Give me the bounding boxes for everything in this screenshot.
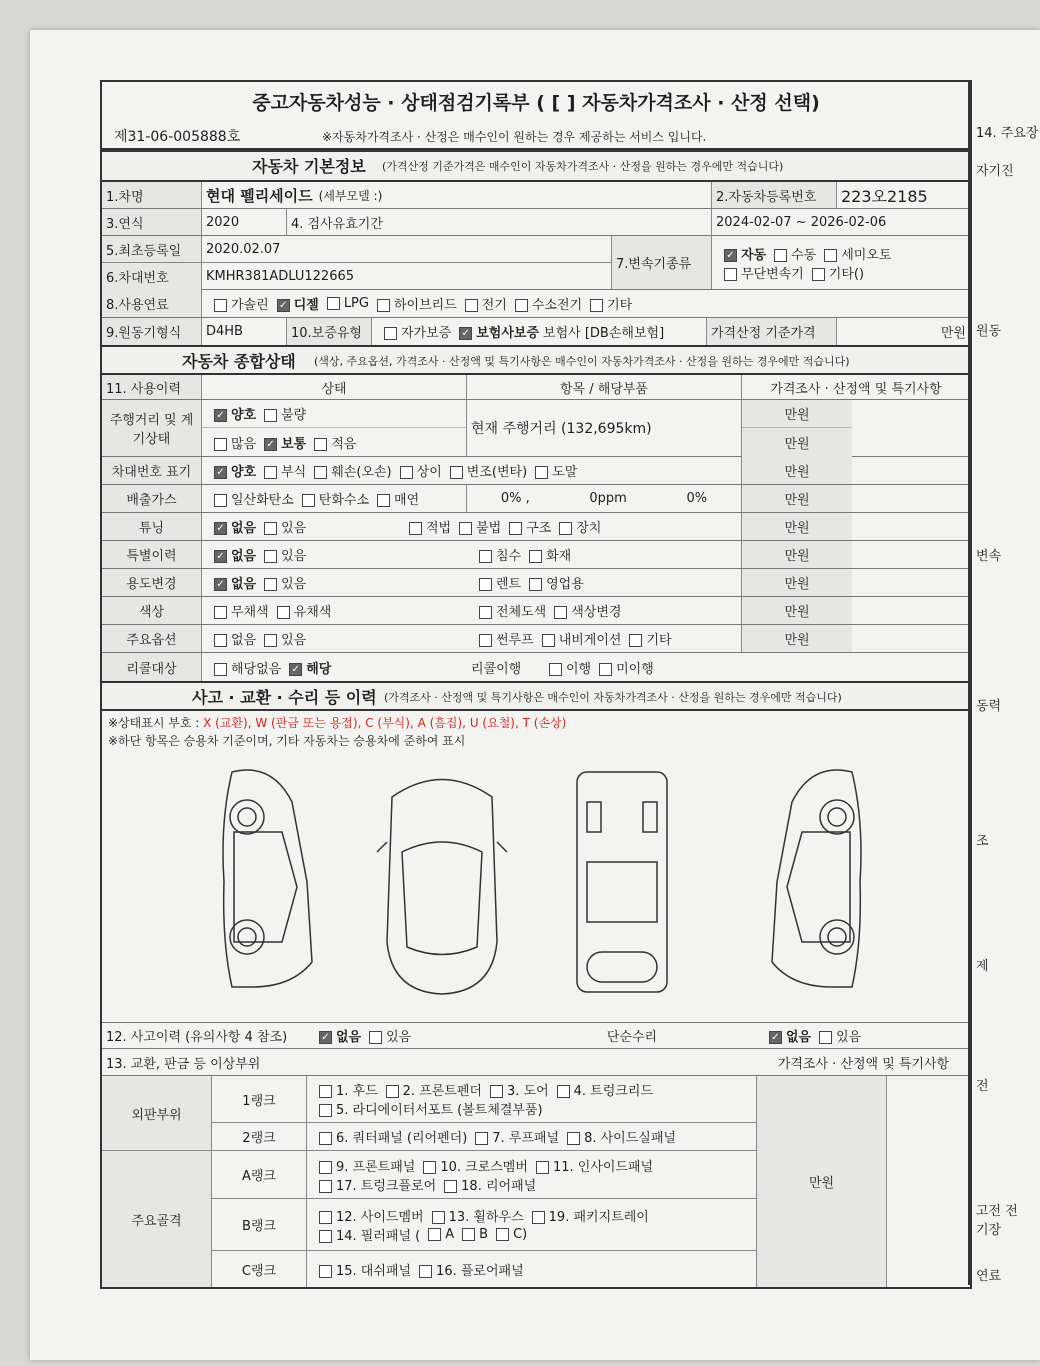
checkbox-icon[interactable]	[214, 494, 227, 507]
checkbox-checked-icon[interactable]: ✓	[264, 438, 277, 451]
col-state: 상태	[202, 375, 467, 399]
underbody-frame-icon	[577, 772, 667, 992]
car-damage-diagram	[212, 762, 872, 1002]
checkbox-checked-icon[interactable]: ✓	[214, 550, 227, 563]
symbol-c: C (부식),	[365, 716, 414, 730]
price-basis-unit: 만원	[940, 326, 966, 341]
checkbox-icon[interactable]	[479, 578, 492, 591]
symbol-u: U (요철),	[469, 716, 519, 730]
vinmark-good[interactable]: ✓ 양호	[206, 461, 256, 480]
accident-history-label: 12. 사고이력 (유의사항 4 참조)	[106, 1030, 288, 1045]
checkbox-icon[interactable]	[377, 299, 390, 312]
checkbox-icon[interactable]	[465, 299, 478, 312]
engine-value: D4HB	[202, 318, 287, 345]
checkbox-icon[interactable]	[319, 1104, 332, 1117]
part-inside-panel[interactable]: 11. 인사이드패널	[528, 1156, 653, 1175]
recall-applicable[interactable]: ✓ 해당	[281, 658, 331, 677]
emission-smoke[interactable]: 매연	[369, 489, 419, 508]
basic-info-title: 자동차 기본정보	[252, 157, 366, 176]
row-special-history	[102, 541, 970, 569]
recall-item-label: 리콜이행	[471, 661, 522, 677]
simple-repair-label: 단순수리	[606, 1030, 658, 1045]
tuning-illegal[interactable]: 불법	[451, 517, 501, 536]
right-side-car-icon	[772, 770, 861, 987]
checkbox-icon[interactable]	[724, 268, 737, 281]
tuning-legal[interactable]: 적법	[401, 517, 451, 536]
vinmark-altered[interactable]: 변조(변타)	[442, 461, 527, 480]
special-label: 특별이력	[102, 541, 202, 568]
general-status-note: (색상, 주요옵션, 가격조사 · 산정액 및 특기사항은 매수인이 자동차가격조사 · 산정을 원하는 경우에만 적습니다)	[314, 355, 850, 368]
symbol-t: T (손상)	[522, 716, 567, 730]
row-fuel	[102, 290, 970, 318]
recall-none[interactable]: 해당없음	[206, 658, 281, 677]
checkbox-checked-icon[interactable]: ✓	[459, 327, 472, 340]
row-recall	[102, 653, 970, 681]
part-radiator-support[interactable]: 5. 라디에이터서포트 (볼트체결부품)	[311, 1099, 543, 1118]
checkbox-icon[interactable]	[496, 1228, 509, 1241]
special-flood[interactable]: 침수	[471, 545, 521, 564]
vin-value: KMHR381ADLU122665	[202, 263, 612, 290]
right-label-10: 연료	[976, 1269, 1002, 1284]
accident-header	[102, 681, 970, 711]
checkbox-icon[interactable]	[590, 299, 603, 312]
checkbox-icon[interactable]	[319, 1265, 332, 1278]
checkbox-checked-icon[interactable]: ✓	[214, 409, 227, 422]
option-amount-unit: 만원	[742, 625, 852, 652]
checkbox-icon[interactable]	[277, 606, 290, 619]
vinmark-amount-unit: 만원	[742, 457, 852, 484]
checkbox-icon[interactable]	[314, 438, 327, 451]
row-usage-change	[102, 569, 970, 597]
row-accident-history	[102, 1022, 970, 1049]
part-package-tray[interactable]: 19. 패키지트레이	[524, 1206, 649, 1225]
checkbox-icon[interactable]	[629, 634, 642, 647]
accident-none[interactable]: ✓ 없음	[311, 1026, 361, 1045]
checkbox-icon[interactable]	[479, 606, 492, 619]
row-exchange-header	[102, 1049, 970, 1076]
usage-amount-unit: 만원	[742, 569, 852, 596]
row-options	[102, 625, 970, 653]
tuning-label: 튜닝	[102, 513, 202, 540]
emission-co[interactable]: 일산화탄소	[206, 489, 294, 508]
checkbox-icon[interactable]	[557, 1085, 570, 1098]
insurer-name: 보험사 [DB손해보험]	[543, 326, 665, 341]
part-side-member[interactable]: 12. 사이드멤버	[311, 1206, 424, 1225]
vinmark-damage[interactable]: 훼손(오손)	[306, 461, 391, 480]
fuel-opt-diesel[interactable]: ✓ 디젤	[269, 294, 319, 313]
first-reg-value: 2020.02.07	[202, 236, 612, 263]
option-none[interactable]: 없음	[206, 629, 256, 648]
part-floor-panel[interactable]: 16. 플로어패널	[411, 1260, 524, 1279]
checkbox-checked-icon[interactable]: ✓	[214, 578, 227, 591]
checkbox-checked-icon[interactable]: ✓	[277, 299, 290, 312]
basic-info-header	[102, 150, 970, 182]
symbol-x: X (교환),	[203, 716, 252, 730]
option-other[interactable]: 기타	[621, 629, 671, 648]
right-label-3: 원동	[976, 324, 1002, 339]
reg-no-value: 223오2185	[841, 186, 928, 206]
checkbox-icon[interactable]	[386, 1085, 399, 1098]
right-label-1: 14. 주요장	[976, 126, 1039, 141]
option-label: 주요옵션	[102, 625, 202, 652]
emission-co-value: 0% ,	[500, 491, 530, 506]
checkbox-checked-icon[interactable]: ✓	[289, 663, 302, 676]
checkbox-icon[interactable]	[214, 438, 227, 451]
checkbox-icon[interactable]	[529, 578, 542, 591]
right-label-2: 자기진	[976, 164, 1014, 179]
top-view-car-icon	[377, 780, 507, 995]
accident-note: (가격조사 · 산정액 및 특기사항은 매수인이 자동차가격조사 · 산정을 원하는 경우에만 적습니다)	[384, 691, 842, 704]
checkbox-icon[interactable]	[214, 663, 227, 676]
fuel-opt-hybrid[interactable]: 하이브리드	[369, 294, 457, 313]
engine-label: 9.원동기형식	[102, 318, 202, 345]
color-label: 색상	[102, 597, 202, 624]
checkbox-icon[interactable]	[419, 1265, 432, 1278]
checkbox-icon[interactable]	[319, 1132, 332, 1145]
checkbox-icon[interactable]	[214, 634, 227, 647]
checkbox-icon[interactable]	[515, 299, 528, 312]
row-vin-marking	[102, 457, 970, 485]
tuning-none[interactable]: ✓ 없음	[206, 517, 256, 536]
option-yes[interactable]: 있음	[256, 629, 306, 648]
accident-title: 사고 · 교환 · 수리 등 이력	[192, 688, 377, 707]
checkbox-icon[interactable]	[554, 606, 567, 619]
pillar-b[interactable]: B	[454, 1227, 488, 1242]
mileage-amount-unit: 만원	[742, 400, 852, 428]
emission-label: 배출가스	[102, 485, 202, 512]
checkbox-icon[interactable]	[819, 1031, 832, 1044]
rank2-label: 2랭크	[212, 1123, 307, 1151]
inspect-label: 4. 검사유효기간	[287, 209, 712, 235]
part-trunk-floor[interactable]: 17. 트렁크플로어	[311, 1175, 436, 1194]
checkbox-checked-icon[interactable]: ✓	[319, 1031, 332, 1044]
exchange-label: 13. 교환, 판금 등 이상부위	[106, 1056, 261, 1072]
trans-label: 7.변속기종류	[612, 236, 712, 289]
exchange-table	[102, 1076, 970, 1287]
part-rear-panel[interactable]: 18. 리어패널	[436, 1175, 536, 1194]
symbol-legend	[108, 714, 566, 731]
part-side-sill[interactable]: 8. 사이드실패널	[559, 1127, 676, 1146]
checkbox-icon[interactable]	[423, 1161, 436, 1174]
color-full-paint[interactable]: 전체도색	[471, 601, 546, 620]
outer-panel-label: 외판부위	[102, 1076, 212, 1151]
checkbox-icon[interactable]	[214, 606, 227, 619]
trans-opt-other[interactable]: 기타()	[804, 263, 864, 282]
checkbox-icon[interactable]	[264, 522, 277, 535]
row-first-reg	[102, 236, 970, 290]
right-label-5: 동력	[976, 699, 1002, 714]
rankB-label: B랭크	[212, 1199, 307, 1251]
checkbox-icon[interactable]	[409, 522, 422, 535]
rankC-label: C랭크	[212, 1251, 307, 1287]
checkbox-icon[interactable]	[264, 409, 277, 422]
checkbox-icon[interactable]	[314, 466, 327, 479]
checkbox-icon[interactable]	[444, 1180, 457, 1193]
checkbox-icon[interactable]	[319, 1161, 332, 1174]
checkbox-icon[interactable]	[214, 299, 227, 312]
right-label-4: 변속	[976, 549, 1002, 564]
checkbox-icon[interactable]	[567, 1132, 580, 1145]
option-sunroof[interactable]: 썬루프	[471, 629, 534, 648]
basic-info-note: (가격산정 기준가격은 매수인이 자동차가격조사 · 산정을 원하는 경우에만 적습니다)	[382, 160, 784, 173]
checkbox-icon[interactable]	[774, 249, 787, 262]
checkbox-icon[interactable]	[384, 327, 397, 340]
checkbox-icon[interactable]	[319, 1180, 332, 1193]
warranty-insurance[interactable]: ✓ 보험사보증	[451, 322, 539, 341]
color-amount-unit: 만원	[742, 597, 852, 624]
warranty-label: 10.보증유형	[287, 318, 372, 345]
color-change[interactable]: 색상변경	[546, 601, 621, 620]
checkbox-icon[interactable]	[509, 522, 522, 535]
warranty-self[interactable]: 자가보증	[376, 322, 451, 341]
checkbox-checked-icon[interactable]: ✓	[769, 1031, 782, 1044]
fuel-label: 8.사용연료	[102, 290, 202, 317]
row-car-name	[102, 182, 970, 209]
special-none[interactable]: ✓ 없음	[206, 545, 256, 564]
symbol-w: W (판금 또는 용접),	[255, 716, 362, 730]
exchange-price-head: 가격조사 · 산정액 및 특기사항	[777, 1056, 950, 1072]
special-yes[interactable]: 있음	[256, 545, 306, 564]
special-amount-unit: 만원	[742, 541, 852, 568]
trans-opt-cvt[interactable]: 무단변속기	[716, 263, 804, 282]
mileage-bad[interactable]: 불량	[256, 404, 306, 423]
trans-opt-semi[interactable]: 세미오토	[816, 244, 891, 263]
general-col-header	[102, 375, 970, 400]
color-chromatic[interactable]: 유채색	[269, 601, 332, 620]
checkbox-icon[interactable]	[432, 1211, 445, 1224]
usage-commercial[interactable]: 영업용	[521, 573, 584, 592]
checkbox-icon[interactable]	[559, 522, 572, 535]
pillar-a[interactable]: A	[420, 1227, 454, 1242]
right-label-9: 고전 전기장	[976, 1204, 1018, 1238]
fuel-opt-other[interactable]: 기타	[582, 294, 632, 313]
special-fire[interactable]: 화재	[521, 545, 571, 564]
fuel-opt-electric[interactable]: 전기	[457, 294, 507, 313]
part-trunk-lid[interactable]: 4. 트렁크리드	[549, 1080, 653, 1099]
frame-label: 주요골격	[102, 1151, 212, 1287]
symbol-a: A (흠집),	[417, 716, 466, 730]
emission-hc-value: 0ppm	[589, 491, 627, 506]
checkbox-icon[interactable]	[824, 249, 837, 262]
checkbox-icon[interactable]	[542, 634, 555, 647]
general-status-title: 자동차 종합상태	[182, 352, 296, 371]
row-emission	[102, 485, 970, 513]
recall-done[interactable]: 이행	[541, 658, 591, 677]
checkbox-icon[interactable]	[319, 1085, 332, 1098]
general-status-header	[102, 345, 970, 375]
car-name-value: 현대 펠리세이드	[206, 186, 313, 205]
vinmark-label: 차대번호 표기	[102, 457, 202, 484]
part-cross-member[interactable]: 10. 크로스멤버	[415, 1156, 528, 1175]
form-title: 중고자동차성능 · 상태점검기록부 ( [ ] 자동차가격조사 · 산정 선택)	[252, 92, 820, 114]
tuning-yes[interactable]: 있음	[256, 517, 306, 536]
reg-no-label: 2.자동차등록번호	[712, 182, 837, 208]
checkbox-icon[interactable]	[490, 1085, 503, 1098]
right-label-7: 제	[976, 959, 989, 974]
emission-hc[interactable]: 탄화수소	[294, 489, 369, 508]
part-roof-panel[interactable]: 7. 루프패널	[467, 1127, 559, 1146]
emission-smoke-value: 0%	[686, 491, 708, 506]
mileage-normal[interactable]: ✓ 보통	[256, 433, 306, 452]
col-usage: 11. 사용이력	[102, 375, 202, 399]
row-tuning	[102, 513, 970, 541]
exchange-amount-unit: 만원	[757, 1076, 887, 1287]
checkbox-icon[interactable]	[535, 466, 548, 479]
part-hood[interactable]: 1. 후드	[311, 1080, 378, 1099]
row-engine	[102, 318, 970, 345]
passenger-car-note: ※하단 항목은 승용차 기준이며, 기타 자동차는 승용차에 준하여 표시	[108, 734, 466, 748]
price-basis-label: 가격산정 기준가격	[707, 318, 837, 345]
mileage-amount-unit-2: 만원	[742, 428, 852, 457]
usage-label: 용도변경	[102, 569, 202, 596]
col-price: 가격조사 · 산정액 및 특기사항	[770, 381, 942, 397]
part-wheel-house[interactable]: 13. 휠하우스	[424, 1206, 524, 1225]
checkbox-checked-icon[interactable]: ✓	[214, 522, 227, 535]
trans-opt-manual[interactable]: 수동	[766, 244, 816, 263]
row-year	[102, 209, 970, 236]
checkbox-icon[interactable]	[264, 550, 277, 563]
checkbox-icon[interactable]	[479, 550, 492, 563]
checkbox-icon[interactable]	[479, 634, 492, 647]
tuning-device[interactable]: 장치	[551, 517, 601, 536]
first-reg-label: 5.최초등록일	[102, 236, 202, 263]
trans-opt-auto[interactable]: ✓ 자동	[716, 244, 766, 263]
checkbox-icon[interactable]	[812, 268, 825, 281]
checkbox-icon[interactable]	[549, 663, 562, 676]
color-achromatic[interactable]: 무채색	[206, 601, 269, 620]
left-side-car-icon	[223, 770, 312, 987]
mileage-good[interactable]: ✓ 양호	[206, 404, 256, 423]
inspection-form	[100, 80, 972, 1289]
checkbox-checked-icon[interactable]: ✓	[724, 249, 737, 262]
checkbox-icon[interactable]	[264, 578, 277, 591]
fuel-opt-hydrogen[interactable]: 수소전기	[507, 294, 582, 313]
submodel: (세부모델 :)	[318, 188, 383, 203]
tuning-amount-unit: 만원	[742, 513, 852, 540]
checkbox-icon[interactable]	[529, 550, 542, 563]
year-label: 3.연식	[102, 209, 202, 235]
checkbox-icon[interactable]	[319, 1230, 332, 1243]
mileage-high[interactable]: 많음	[206, 433, 256, 452]
vinmark-corrosion[interactable]: 부식	[256, 461, 306, 480]
usage-yes[interactable]: 있음	[256, 573, 306, 592]
recall-label: 리콜대상	[102, 653, 202, 681]
fuel-options	[202, 290, 970, 317]
right-label-6: 조	[976, 834, 989, 849]
car-name-label: 1.차명	[102, 182, 202, 208]
mileage-low[interactable]: 적음	[306, 433, 356, 452]
next-page-strip	[968, 80, 1039, 1285]
checkbox-icon[interactable]	[428, 1228, 441, 1241]
checkbox-icon[interactable]	[462, 1228, 475, 1241]
checkbox-icon[interactable]	[459, 522, 472, 535]
part-door[interactable]: 3. 도어	[482, 1080, 549, 1099]
checkbox-icon[interactable]	[475, 1132, 488, 1145]
part-front-fender[interactable]: 2. 프론트펜더	[378, 1080, 482, 1099]
rank1-label: 1랭크	[212, 1076, 307, 1123]
usage-rent[interactable]: 렌트	[471, 573, 521, 592]
record-number: 제31-06-005888호	[114, 129, 241, 145]
fuel-opt-gasoline[interactable]: 가솔린	[206, 294, 269, 313]
right-label-8: 전	[976, 1079, 989, 1094]
checkbox-icon[interactable]	[377, 494, 390, 507]
usage-none[interactable]: ✓ 없음	[206, 573, 256, 592]
col-item: 항목 / 해당부품	[467, 375, 742, 399]
option-navigation[interactable]: 내비게이션	[534, 629, 622, 648]
part-dash-panel[interactable]: 15. 대쉬패널	[311, 1260, 411, 1279]
checkbox-icon[interactable]	[264, 466, 277, 479]
form-header	[102, 82, 970, 150]
recall-not-done[interactable]: 미이행	[591, 658, 654, 677]
symbol-legend-prefix: ※상태표시 부호 :	[108, 716, 200, 730]
vinmark-smeared[interactable]: 도말	[527, 461, 577, 480]
checkbox-icon[interactable]	[599, 663, 612, 676]
checkbox-icon[interactable]	[327, 297, 340, 310]
checkbox-icon[interactable]	[532, 1211, 545, 1224]
checkbox-icon[interactable]	[400, 466, 413, 479]
checkbox-icon[interactable]	[450, 466, 463, 479]
part-quarter-panel[interactable]: 6. 쿼터패널 (리어펜더)	[311, 1127, 467, 1146]
part-front-panel[interactable]: 9. 프론트패널	[311, 1156, 415, 1175]
rankA-label: A랭크	[212, 1151, 307, 1199]
emission-amount-unit: 만원	[742, 485, 852, 512]
mileage-value: 현재 주행거리 (132,695km)	[467, 400, 742, 456]
checkbox-icon[interactable]	[264, 634, 277, 647]
inspect-value: 2024-02-07 ~ 2026-02-06	[716, 214, 887, 230]
row-mileage	[102, 400, 970, 457]
year-value: 2020	[202, 209, 287, 235]
tuning-structure[interactable]: 구조	[501, 517, 551, 536]
simple-repair-none[interactable]: ✓ 없음	[761, 1026, 811, 1045]
vin-label: 6.차대번호	[102, 263, 202, 290]
pillar-c[interactable]: C)	[488, 1227, 527, 1242]
accident-yes[interactable]: 있음	[361, 1026, 411, 1045]
service-notice: ※자동차가격조사 · 산정은 매수인이 원하는 경우 제공하는 서비스 입니다.	[322, 130, 707, 144]
checkbox-icon[interactable]	[319, 1211, 332, 1224]
checkbox-icon[interactable]	[302, 494, 315, 507]
vinmark-mismatch[interactable]: 상이	[392, 461, 442, 480]
fuel-opt-lpg[interactable]: LPG	[319, 296, 369, 311]
trans-options	[712, 236, 970, 289]
simple-repair-yes[interactable]: 있음	[811, 1026, 861, 1045]
row-color	[102, 597, 970, 625]
checkbox-icon[interactable]	[369, 1031, 382, 1044]
part-pillar-panel[interactable]: 14. 필러패널 (	[311, 1225, 420, 1244]
mileage-label: 주행거리 및 계기상태	[102, 400, 202, 456]
checkbox-icon[interactable]	[536, 1161, 549, 1174]
checkbox-checked-icon[interactable]: ✓	[214, 466, 227, 479]
